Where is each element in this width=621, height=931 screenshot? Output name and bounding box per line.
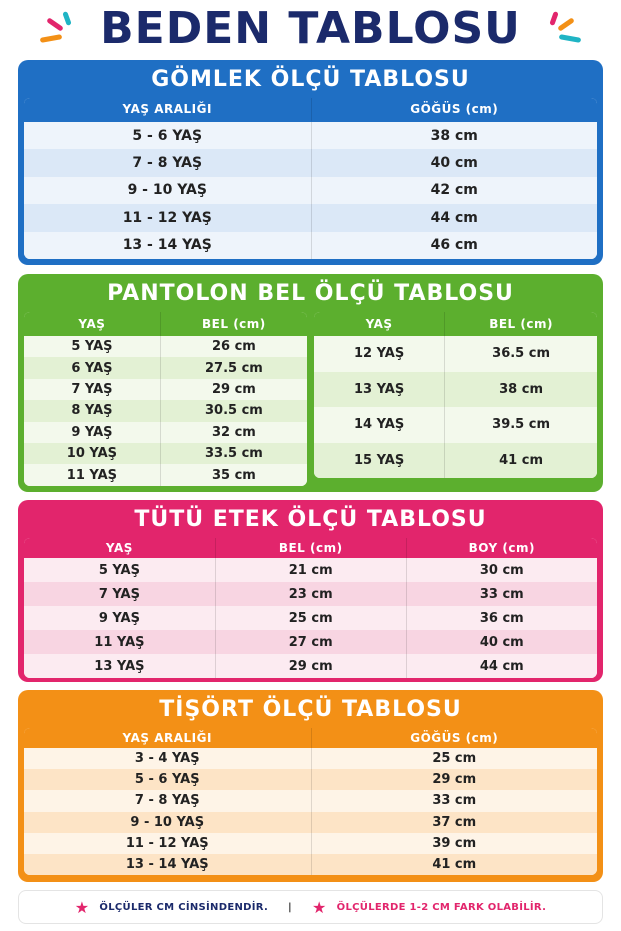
age-cell: 5 YAŞ [24,558,215,582]
star-icon: ★ [312,897,327,917]
table-row [314,443,597,479]
table-row [24,790,597,811]
table-row [24,443,307,464]
table-row [314,372,597,408]
pants-waist-panel [18,274,603,492]
chest-cell: 37 cm [311,812,598,833]
age-cell: 7 YAŞ [24,379,160,400]
age-cell: 13 - 14 YAŞ [24,854,311,875]
chest-cell: 33 cm [311,790,598,811]
chest-cell: 41 cm [311,854,598,875]
age-cell: 11 - 12 YAŞ [24,204,311,231]
column-header: BEL (cm) [160,312,307,336]
waist-cell: 30.5 cm [160,400,307,421]
column-header: BOY (cm) [406,538,597,558]
waist-cell: 23 cm [215,582,406,606]
age-cell: 11 - 12 YAŞ [24,833,311,854]
table-row [24,812,597,833]
age-cell: 9 - 10 YAŞ [24,177,311,204]
footer-separator: | [288,901,292,913]
footer-note-units: ÖLÇÜLER CM CİNSİNDENDİR. [99,901,269,913]
table-row [24,122,597,149]
waist-cell: 38 cm [444,372,597,408]
pants-table-title: PANTOLON BEL ÖLÇÜ TABLOSU [107,281,514,306]
column-header: BEL (cm) [444,312,597,336]
waist-cell: 39.5 cm [444,407,597,443]
table-row [24,654,597,678]
footer-note-tolerance: ÖLÇÜLERDE 1-2 CM FARK OLABİLİR. [336,901,547,913]
column-header: BEL (cm) [215,538,406,558]
age-cell: 5 YAŞ [24,336,160,357]
page-title: BEDEN TABLOSU [100,3,521,54]
age-cell: 3 - 4 YAŞ [24,748,311,769]
chest-cell: 25 cm [311,748,598,769]
table-row [24,854,597,875]
table-row [314,336,597,372]
table-row [24,769,597,790]
age-cell: 14 YAŞ [314,407,444,443]
age-cell: 11 YAŞ [24,464,160,485]
shirt-size-table [24,98,597,259]
age-cell: 7 YAŞ [24,582,215,606]
waist-cell: 25 cm [215,606,406,630]
waist-cell: 27.5 cm [160,357,307,378]
length-cell: 33 cm [406,582,597,606]
length-cell: 44 cm [406,654,597,678]
length-cell: 40 cm [406,630,597,654]
waist-cell: 33.5 cm [160,443,307,464]
age-cell: 5 - 6 YAŞ [24,769,311,790]
table-row [314,407,597,443]
table-row [24,606,597,630]
shirt-table-title: GÖMLEK ÖLÇÜ TABLOSU [151,67,470,92]
chest-cell: 46 cm [311,232,598,259]
tshirt-size-table [24,728,597,875]
table-row [24,177,597,204]
waist-cell: 26 cm [160,336,307,357]
chest-cell: 42 cm [311,177,598,204]
age-cell: 13 YAŞ [314,372,444,408]
waist-cell: 36.5 cm [444,336,597,372]
chest-cell: 39 cm [311,833,598,854]
waist-cell: 32 cm [160,422,307,443]
age-cell: 10 YAŞ [24,443,160,464]
tutu-skirt-table [24,538,597,678]
column-header: GÖĞÜS (cm) [311,728,598,748]
column-header: YAŞ [314,312,444,336]
table-row [24,582,597,606]
table-row [24,357,307,378]
waist-cell: 29 cm [215,654,406,678]
table-row [24,232,597,259]
waist-cell: 35 cm [160,464,307,485]
table-row [24,204,597,231]
pants-waist-table-right [314,312,597,478]
table-row [24,422,307,443]
length-cell: 30 cm [406,558,597,582]
star-icon: ★ [74,897,90,917]
tutu-skirt-panel [18,500,603,682]
table-row [24,379,307,400]
chest-cell: 40 cm [311,149,598,176]
column-header: YAŞ [24,538,215,558]
table-row [24,400,307,421]
tshirt-table-title: TİŞÖRT ÖLÇÜ TABLOSU [159,697,462,722]
age-cell: 9 YAŞ [24,606,215,630]
age-cell: 13 - 14 YAŞ [24,232,311,259]
age-cell: 8 YAŞ [24,400,160,421]
age-cell: 15 YAŞ [314,443,444,479]
tutu-table-title: TÜTÜ ETEK ÖLÇÜ TABLOSU [134,507,487,532]
chest-cell: 29 cm [311,769,598,790]
table-row [24,630,597,654]
age-cell: 12 YAŞ [314,336,444,372]
age-cell: 7 - 8 YAŞ [24,149,311,176]
table-row [24,558,597,582]
length-cell: 36 cm [406,606,597,630]
table-row [24,336,307,357]
table-row [24,833,597,854]
column-header: GÖĞÜS (cm) [311,98,598,122]
age-cell: 13 YAŞ [24,654,215,678]
waist-cell: 27 cm [215,630,406,654]
column-header: YAŞ [24,312,160,336]
shirt-size-panel [18,60,603,265]
waist-cell: 41 cm [444,443,597,479]
tshirt-size-panel [18,690,603,882]
chest-cell: 44 cm [311,204,598,231]
column-header: YAŞ ARALIĞI [24,728,311,748]
age-cell: 11 YAŞ [24,630,215,654]
age-cell: 5 - 6 YAŞ [24,122,311,149]
waist-cell: 29 cm [160,379,307,400]
pants-waist-table-left [24,312,307,486]
chest-cell: 38 cm [311,122,598,149]
age-cell: 9 - 10 YAŞ [24,812,311,833]
table-row [24,464,307,485]
table-row [24,149,597,176]
age-cell: 6 YAŞ [24,357,160,378]
footer-notes [18,890,603,924]
table-row [24,748,597,769]
age-cell: 9 YAŞ [24,422,160,443]
age-cell: 7 - 8 YAŞ [24,790,311,811]
waist-cell: 21 cm [215,558,406,582]
column-header: YAŞ ARALIĞI [24,98,311,122]
